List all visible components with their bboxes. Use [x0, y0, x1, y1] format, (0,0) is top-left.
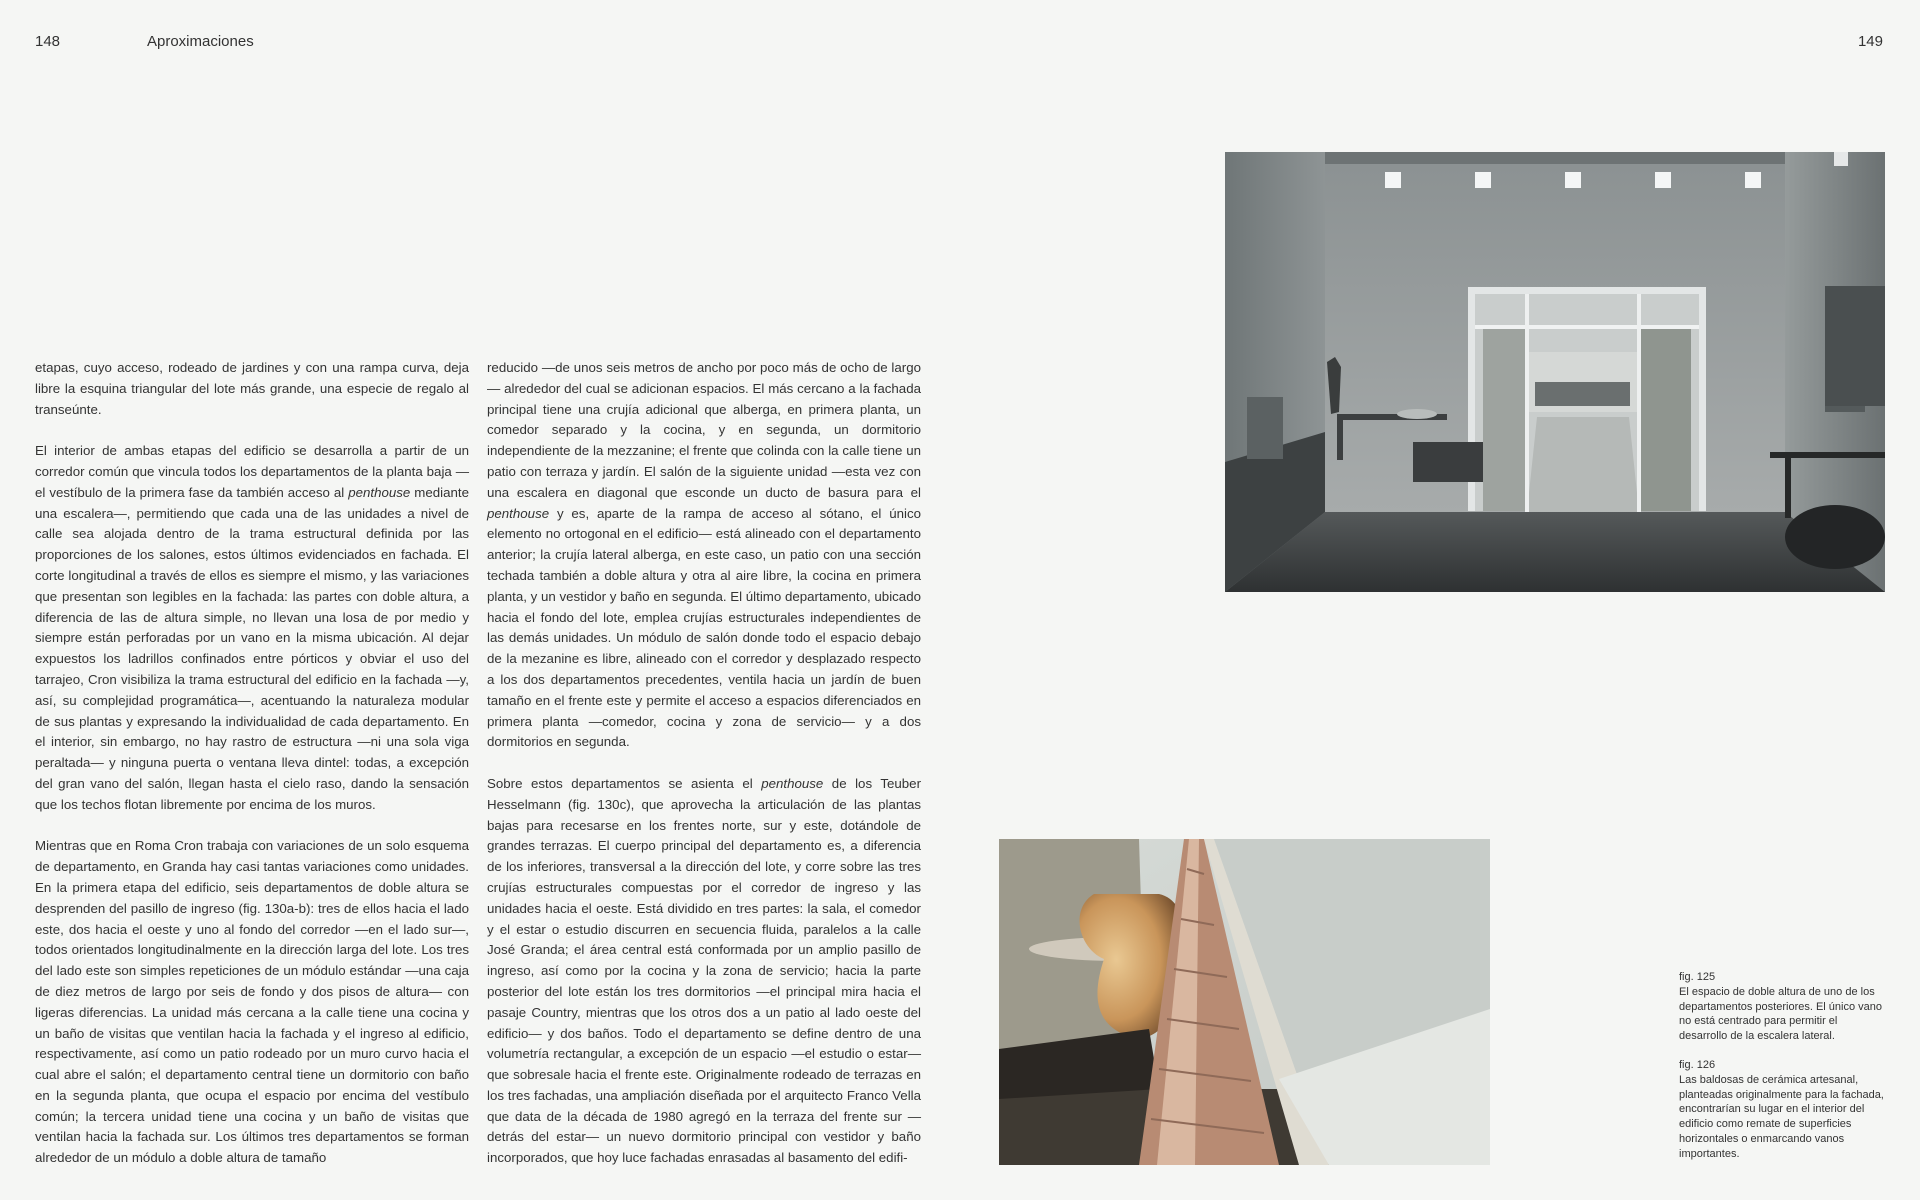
right-page-number: 149 — [1857, 33, 1883, 50]
left-page-number: 148 — [35, 33, 61, 50]
paragraph: etapas, cuyo acceso, rodeado de jardines y con una rampa curva, deja libre la esquina triangular del lote más grande, una especie de regalo al transeúnte. — [35, 360, 469, 417]
caption-text: Las baldosas de cerámica artesanal, planteadas originalmente para la fachada, encontrarían su lugar en el interior del edificio como remate de superficies horizontales o enmarcando vanos importantes. — [1679, 1073, 1884, 1160]
caption-fig-125 — [1679, 970, 1885, 1044]
paragraph: El interior de ambas etapas del edificio se desarrolla a partir de un corredor común que vincula todos los departamentos de la planta baja —el vestíbulo de la primera fase da también acceso al penthouse mediante una escalera—, permitiendo que cada una de las unidades a nivel de calle sea alojada dentro de la trama estructural definida por las proporciones de los salones, estos últimos evidenciados en fachada. El corte longitudinal a través de ellos es siempre el mismo, y las variaciones que presentan son legibles en la fachada: las partes con doble altura, a diferencia de las de altura simple, no llevan una losa de por medio y siempre están perforadas por un vano en la misma ubicación. Al dejar expuestos los ladrillos confinados entre pórticos y obviar el uso del tarrajeo, Cron visibiliza la trama estructural del edificio en la fachada —y, así, su complejidad programática—, acentuando la naturaleza modular de sus plantas y expresando la individualidad de cada departamento. En el interior, sin embargo, no hay rastro de estructura —ni una sola viga peraltada— y ninguna puerta o ventana lleva dintel: todas, a excepción del gran vano del salón, llegan hasta el cielo raso, dando la sensación que los techos flotan libremente por encima de los muros. — [35, 443, 469, 812]
running-title: Aproximaciones — [147, 33, 254, 50]
paragraph: Mientras que en Roma Cron trabaja con variaciones de un solo esquema de departamento, en Granda hay casi tantas variaciones como unidades. En la primera etapa del edificio, seis departamentos de doble altura se desprenden del pasillo de ingreso (fig. 130a-b): tres de ellos hacia el lado este, dos hacia el oeste y uno al fondo del corredor —en el lado sur—, todos orientados longitudinalmente en la dirección larga del lote. Los tres del lado este son simples repeticiones de un módulo estándar —una caja de diez metros de largo por seis de fondo y dos pisos de altura— con ligeras diferencias. La unidad más cercana a la calle tiene una cocina y un baño de visitas que ventilan hacia la fachada y el ingreso al edificio, respectivamente, así como un patio rodeado por un muro curvo hacia el cual abre el salón; el departamento central tiene un dormitorio con baño en la segunda planta, que ocupa el espacio por encima del vestíbulo común; la tercera unidad tiene una cocina y un baño de visitas que ventilan hacia la fachada sur. Los últimos tres departamentos se forman alrededor de un módulo a doble altura de tamaño — [35, 838, 469, 1166]
caption-label: fig. 125 — [1679, 971, 1716, 983]
interior-double-height-photo — [1225, 152, 1885, 592]
figure-captions — [1679, 970, 1885, 1176]
caption-fig-126 — [1679, 1058, 1885, 1162]
ceramic-tiles-stair-photo — [999, 839, 1490, 1165]
caption-label: fig. 126 — [1679, 1058, 1716, 1071]
paragraph: reducido —de unos seis metros de ancho por poco más de ocho de largo— alrededor del cual se adicionan espacios. El más cercano a la fachada principal tiene una crujía adicional que alberga, en primera planta, un comedor separado y la cocina, y en segunda, un dormitorio independiente de la mezzanine; el frente que colinda con la calle tiene un patio con terraza y jardín. El salón de la siguiente unidad —esta vez con una escalera en diagonal que esconde un ducto de basura para el penthouse y es, aparte de la rampa de acceso al sótano, el único elemento no ortogonal en el edificio— está alineado con el departamento anterior; la crujía lateral alberga, en este caso, un patio con una sección techada también a doble altura y otra al aire libre, la cocina en primera planta, y un vestidor y baño en segunda. El último departamento, ubicado hacia el fondo del lote, emplea crujías estructurales independientes de las demás unidades. Un módulo de salón donde todo el espacio debajo de la mezanine es libre, alineado con el corredor y desplazado respecto a los dos departamentos precedentes, ventila hacia un jardín de buen tamaño en el frente este y permite el acceso a espacios diferenciados en primera planta —comedor, cocina y zona de servicio— y a dos dormitorios en segunda. — [487, 360, 921, 750]
caption-text: El espacio de doble altura de uno de los departamentos posteriores. El único vano no está centrado para permitir el desarrollo de la escalera lateral. — [1679, 985, 1883, 1043]
text-column-2 — [487, 358, 921, 1190]
paragraph: Sobre estos departamentos se asienta el penthouse de los Teuber Hesselmann (fig. 130c), que aprovecha la articulación de las plantas bajas para recesarse en los frentes norte, sur y este, dotándole de grandes terrazas. El cuerpo principal del departamento es, a diferencia de los inferiores, transversal a la dirección del lote, y corre sobre las tres crujías estructurales compuestas por el corredor de ingreso y las unidades hacia el oeste. Está dividido en tres partes: la sala, el comedor y el estar o estudio discurren en secuencia fluida, paralelos a la calle José Granda; el área central está conformada por un amplio pasillo de ingreso, así como por la cocina y la zona de servicio; hacia la parte posterior del lote están los tres dormitorios —el principal mira hacia el pasaje Country, mientras que los otros dos a un patio al lado oeste del edificio— y dos baños. Todo el departamento se define dentro de una volumetría rectangular, a excepción de un espacio —el estudio o estar— que sobresale hacia el frente este. Originalmente rodeado de terrazas en los tres fachadas, una ampliación diseñada por el arquitecto Franco Vella que data de la década de 1980 agregó en la terraza del frente sur —detrás del estar— un nuevo dormitorio principal con vestidor y baño incorporados, que hoy luce fachadas enrasadas al basamento del edifi- — [487, 775, 921, 1166]
text-column-1 — [35, 358, 469, 1190]
